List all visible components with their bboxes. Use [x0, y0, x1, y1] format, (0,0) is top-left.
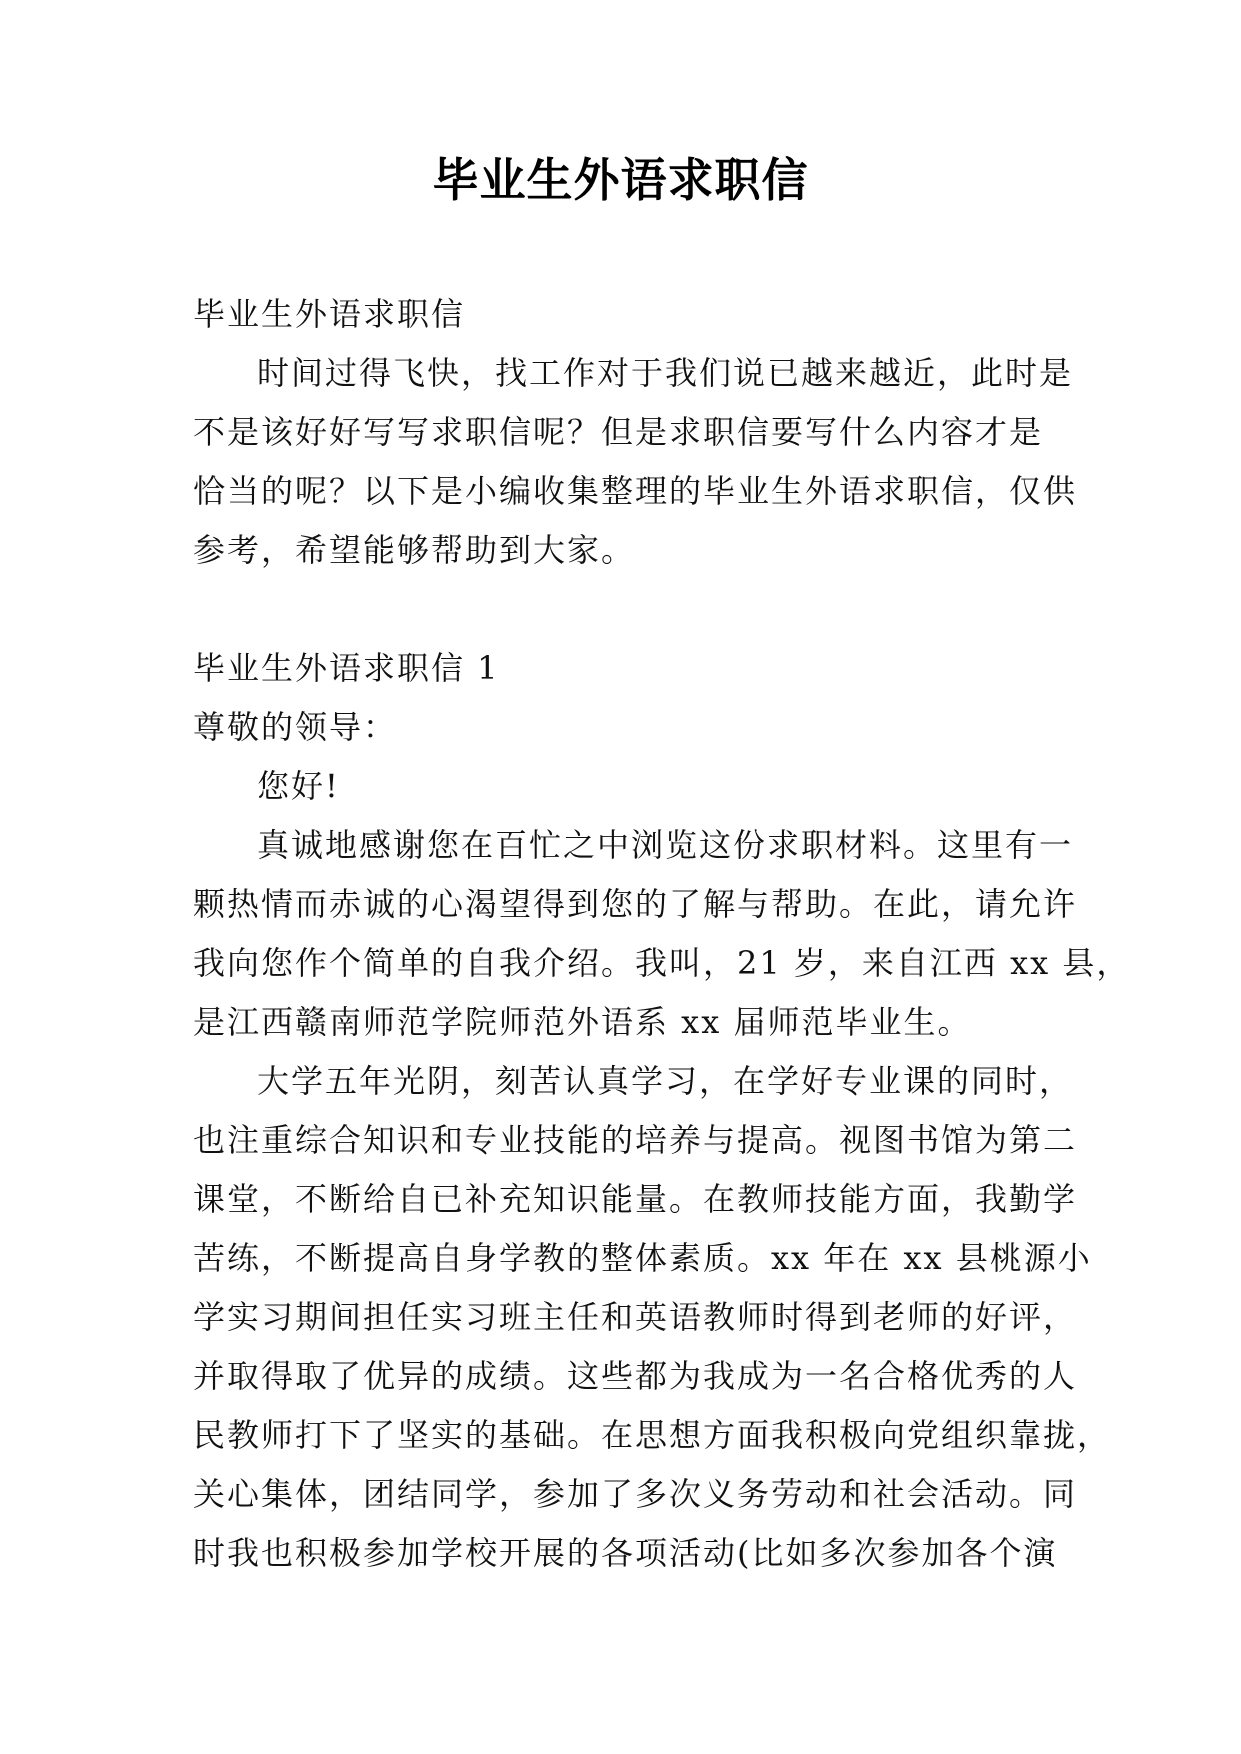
paragraph-line: 苦练，不断提高自身学教的整体素质。xx 年在 xx 县桃源小	[193, 1239, 1092, 1277]
document-body	[193, 285, 1131, 1583]
intro-line: 时间过得飞快，找工作对于我们说已越来越近，此时是	[257, 354, 1074, 392]
paragraph-line: 是江西赣南师范学院师范外语系 xx 届师范毕业生。	[193, 1003, 972, 1041]
intro-line: 不是该好好写写求职信呢？但是求职信要写什么内容才是	[193, 413, 1044, 451]
paragraph-line: 并取得取了优异的成绩。这些都为我成为一名合格优秀的人	[193, 1357, 1078, 1395]
section-gap	[193, 580, 1055, 639]
paragraph-line: 时我也积极参加学校开展的各项活动(比如多次参加各个演	[193, 1534, 1058, 1572]
section-heading: 毕业生外语求职信 1	[193, 649, 500, 687]
intro-line: 参考，希望能够帮助到大家。	[193, 531, 636, 569]
paragraph-line: 学实习期间担任实习班主任和英语教师时得到老师的好评，	[193, 1298, 1078, 1336]
greeting: 您好!	[257, 767, 340, 805]
paragraph-line: 课堂，不断给自已补充知识能量。在教师技能方面，我勤学	[193, 1180, 1078, 1218]
paragraph-line: 颗热情而赤诚的心渴望得到您的了解与帮助。在此，请允许	[193, 885, 1078, 923]
paragraph-line: 民教师打下了坚实的基础。在思想方面我积极向党组织靠拢，	[193, 1416, 1112, 1454]
paragraph-line: 真诚地感谢您在百忙之中浏览这份求职材料。这里有一	[257, 826, 1074, 864]
intro-line: 恰当的呢？以下是小编收集整理的毕业生外语求职信，仅供	[193, 472, 1078, 510]
paragraph-line: 也注重综合知识和专业技能的培养与提高。视图书馆为第二	[193, 1121, 1078, 1159]
paragraph-line: 大学五年光阴，刻苦认真学习，在学好专业课的同时，	[257, 1062, 1074, 1100]
paragraph-line: 关心集体，团结同学，参加了多次义务劳动和社会活动。同	[193, 1475, 1078, 1513]
intro-heading: 毕业生外语求职信	[193, 295, 466, 333]
paragraph-line: 我向您作个简单的自我介绍。我叫，21 岁，来自江西 xx 县，	[193, 944, 1131, 982]
document-title: 毕业生外语求职信	[432, 153, 809, 207]
salutation: 尊敬的领导：	[193, 708, 398, 746]
